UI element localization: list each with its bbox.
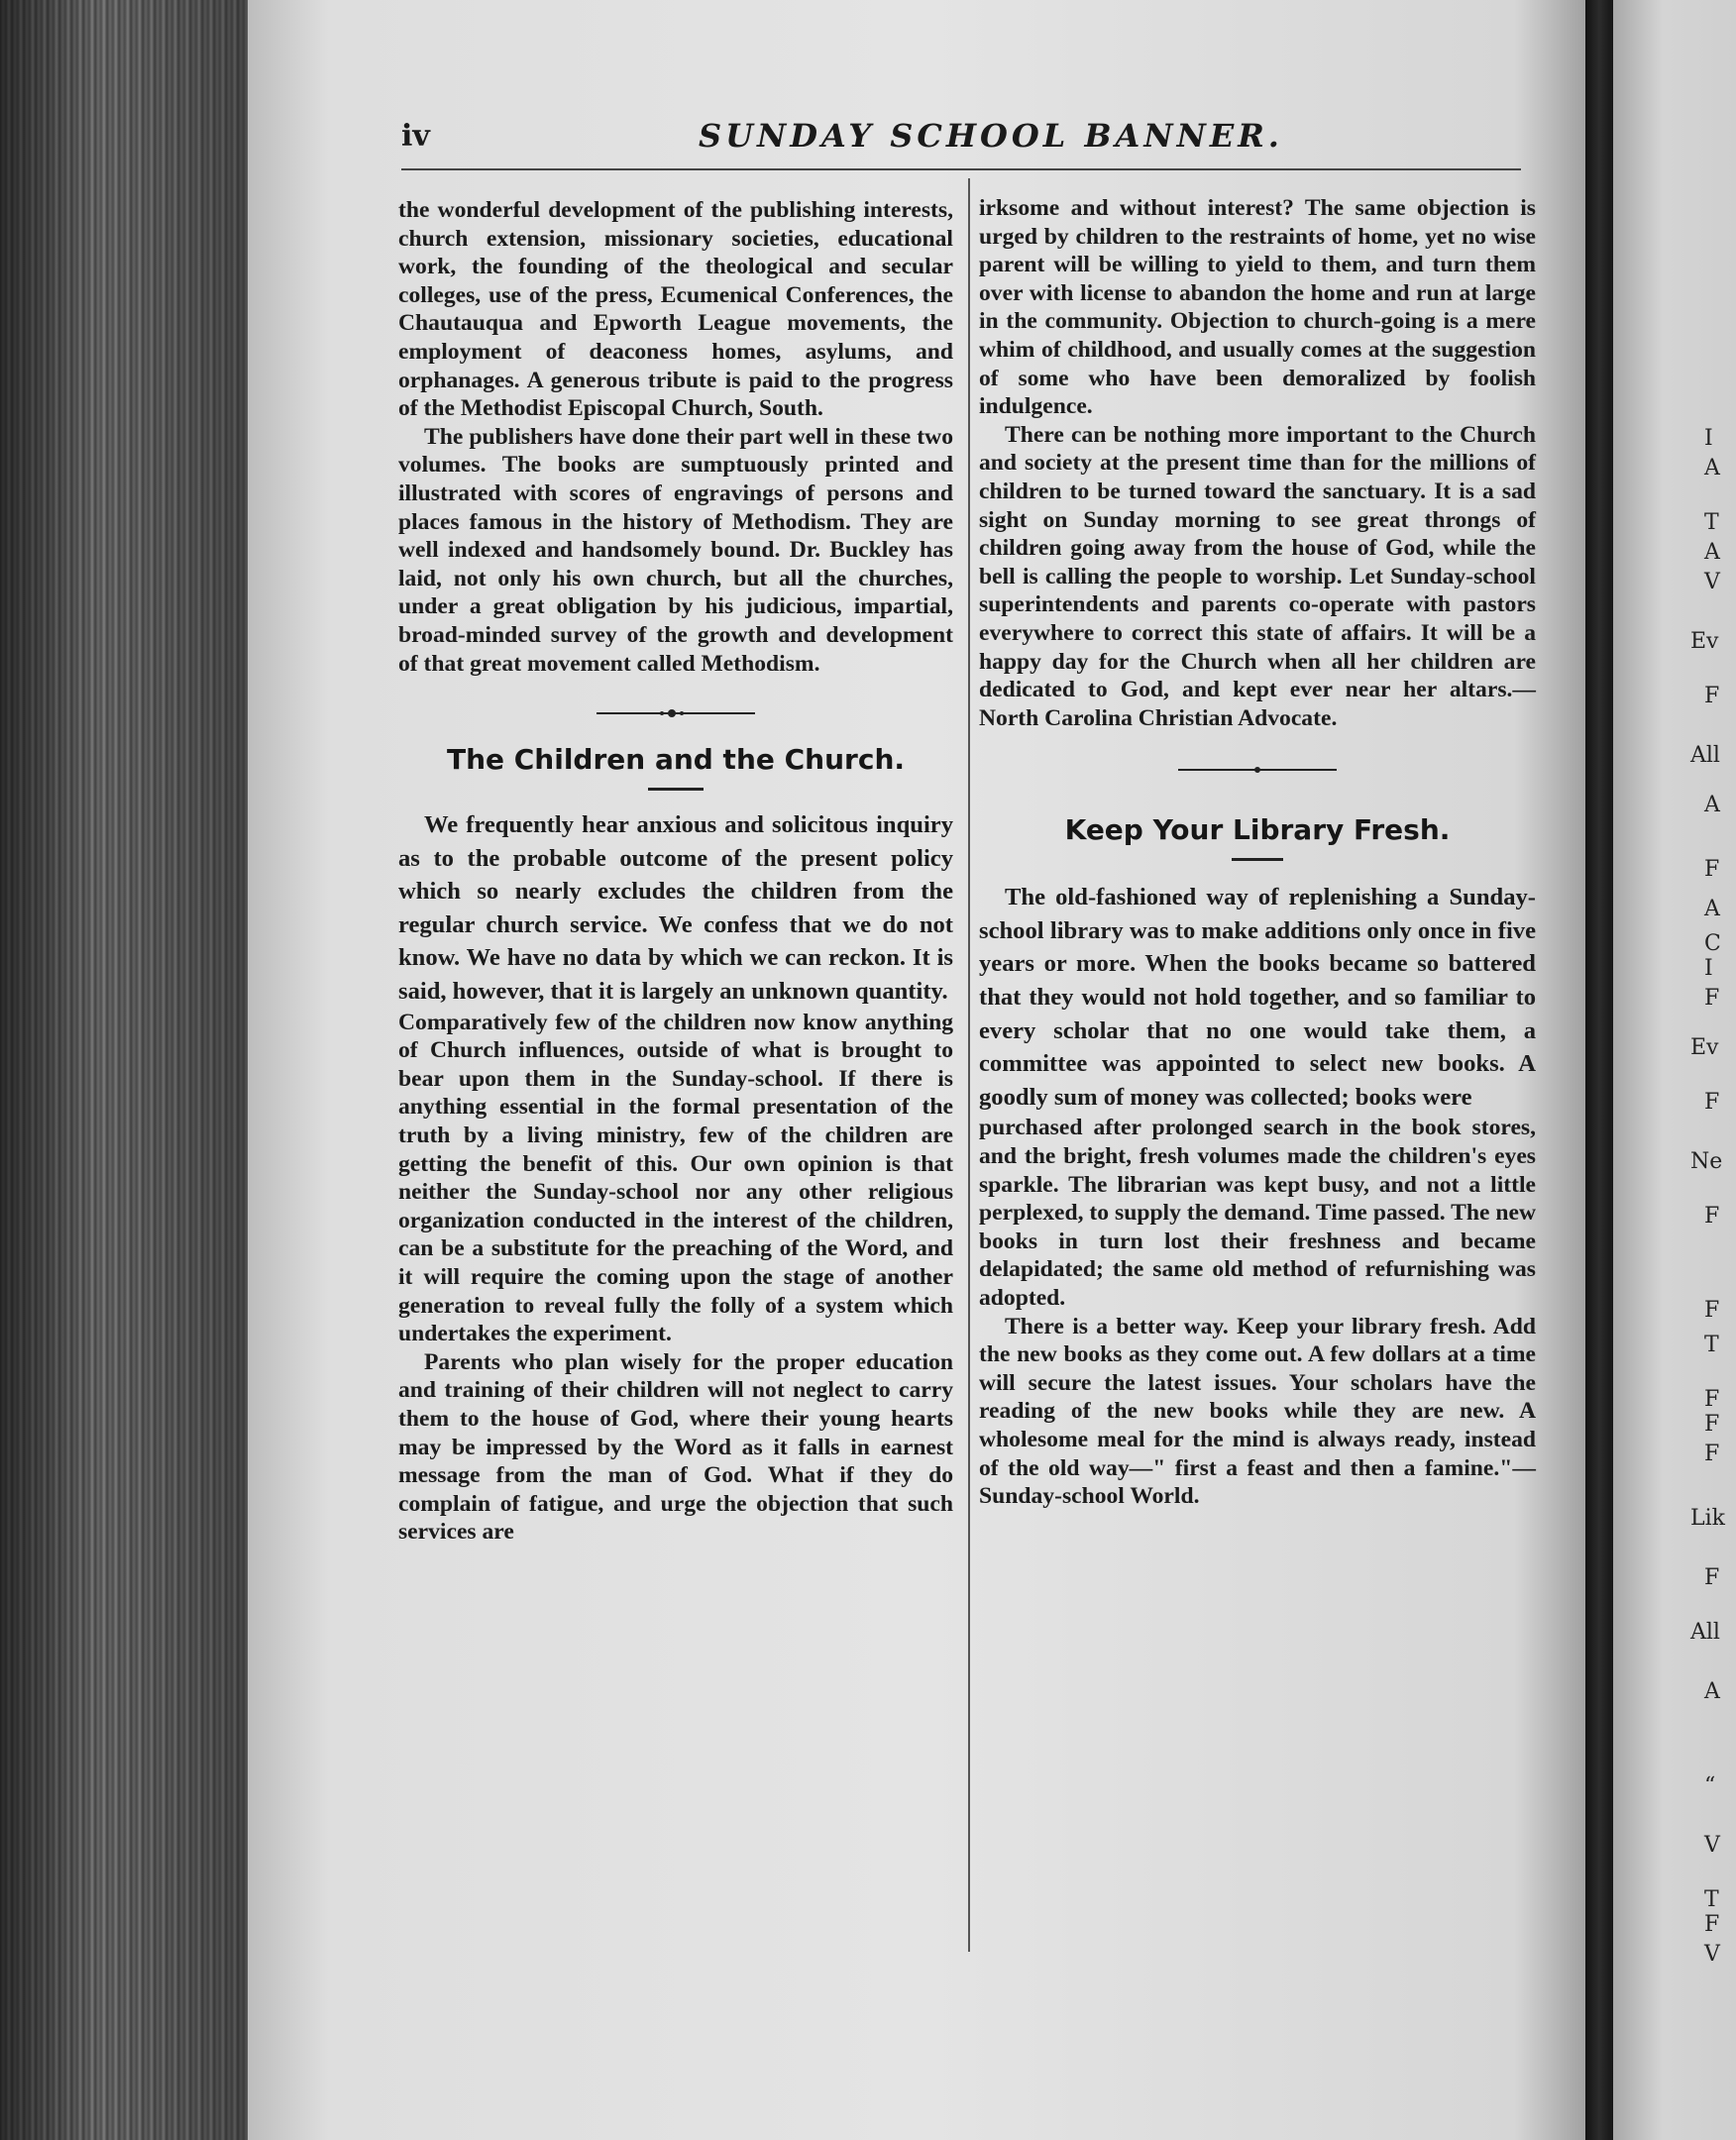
adjacent-page-fragment: A: [1704, 793, 1720, 817]
library-paragraph-1-cont: purchased after prolonged search in the book stores, and the bright, fresh volumes made the children's eyes sparkle. The librarian was kept busy, and not a little perplexed, to supply the demand. Time passed. The new books in turn lost their freshness and became delapidated; the same old method of refurnishing was adopted.: [979, 1115, 1536, 1311]
adjacent-page-fragment: Lik: [1690, 1506, 1725, 1531]
spine-shadow: [0, 0, 248, 2140]
adjacent-page-fragment: F: [1704, 1298, 1720, 1323]
adjacent-page-fragment: Ne: [1690, 1149, 1723, 1174]
continued-paragraph: the wonderful development of the publishing interests, church extension, missionary societies, educational work, the founding of the theological and secular colleges, use of the press, Ecumenical Conferences, the Chautauqua and Epworth League movements, the employment of deaconess homes, asylums, and orphanages. A generous tribute is paid to the progress of the Methodist Episcopal Church, South.: [398, 197, 953, 422]
adjacent-page-fragment: F: [1704, 1912, 1720, 1937]
left-column: [398, 196, 953, 1547]
adjacent-page-fragment: V: [1704, 1942, 1720, 1967]
children-church-paragraph-2: Parents who plan wisely for the proper education and training of their children will not neglect to carry them to the house of God, where their young hearts may be impressed by the Word as it falls in earnest message from the man of God. What if they do complain of fatigue, and urge the objection that such services are: [398, 1348, 953, 1546]
adjacent-page-fragment: T: [1704, 1333, 1719, 1357]
children-church-paragraph-1-cont: Comparatively few of the children now know anything of Church influences, outside of what is brought to bear upon them in the Sunday-school. If there is anything essential in the formal presentation of the truth by a living ministry, few of the children are getting the benefit of this. Our own opinion is that neither the Sunday-school nor any other religious organization conducted in the interest of the children, can be a substitute for the preaching of the Word, and it will require the coming upon the stage of another generation to reveal fully the folly of a system which undertakes the experiment.: [398, 1009, 953, 1347]
adjacent-page-fragment: V: [1704, 1833, 1720, 1858]
adjacent-page-fragment: Ev: [1690, 1035, 1719, 1060]
adjacent-page-fragment: I: [1704, 956, 1713, 981]
adjacent-page-fragment: C: [1704, 931, 1721, 956]
adjacent-page-fragment: F: [1704, 1387, 1720, 1412]
column-divider: [968, 178, 970, 1952]
adjacent-page-fragment: F: [1704, 1412, 1720, 1437]
running-head: [401, 117, 1521, 157]
adjacent-page-fragment: F: [1704, 986, 1720, 1011]
children-church-paragraph-1: We frequently hear anxious and solicitous inquiry as to the probable outcome of the present policy which so nearly excludes the children from the regular church service. We confess that we do not know. We have no data by which we can reckon. It is said, however, that it is largely an unknown quantity.: [398, 811, 953, 1006]
running-title: SUNDAY SCHOOL BANNER.: [699, 117, 1283, 155]
page-number: iv: [401, 119, 430, 154]
right-column: [979, 194, 1536, 1511]
adjacent-page-edge: [1613, 0, 1736, 2140]
title-underline-right: [1232, 858, 1283, 861]
library-paragraph-1: The old-fashioned way of replenishing a Sunday-school library was to make additions only once in five years or more. When the books became so battered that they would not hold together, and so familiar to every scholar that no one would take them, a committee was appointed to select new books. A goodly sum of money was collected; books were: [979, 884, 1536, 1111]
adjacent-page-fragment: F: [1704, 857, 1720, 882]
adjacent-page-fragment: F: [1704, 684, 1720, 708]
adjacent-page-fragment: V: [1704, 570, 1720, 594]
right-continued-paragraph: irksome and without interest? The same objection is urged by children to the restraints of home, yet no wise parent will be willing to yield to them, and turn them over with license to abandon the home and run at large in the community. Objection to church-going is a mere whim of childhood, and usually comes at the suggestion of some who have been demoralized by foolish indulgence.: [979, 195, 1536, 420]
adjacent-page-fragment: F: [1704, 1090, 1720, 1115]
adjacent-page-fragment: Ev: [1690, 629, 1719, 654]
binding-gutter: [1585, 0, 1613, 2140]
section-ornament-right: [1158, 760, 1356, 780]
adjacent-page-fragment: A: [1704, 456, 1720, 481]
adjacent-page-fragment: F: [1704, 1204, 1720, 1229]
article-title-children-church: The Children and the Church.: [446, 743, 906, 777]
adjacent-page-fragment: F: [1704, 1442, 1720, 1466]
adjacent-page-fragment: All: [1690, 743, 1720, 768]
library-paragraph-2: There is a better way. Keep your library fresh. Add the new books as they come out. A few dollars at a time will secure the latest issues. Your scholars have the reading of the new books while they are new. A wholesome meal for the mind is always ready, instead of the old way—" first a feast and then a famine."—Sunday-school World.: [979, 1313, 1536, 1510]
header-rule: [401, 168, 1521, 170]
adjacent-page-fragment: A: [1704, 540, 1720, 565]
adjacent-page-fragment: T: [1704, 510, 1719, 535]
adjacent-page-fragment: I: [1704, 426, 1713, 451]
right-closing-paragraph: There can be nothing more important to the Church and society at the present time than for the millions of children to be turned toward the sanctuary. It is a sad sight on Sunday morning to see great throngs of children going away from the house of God, while the bell is calling the people to worship. Let Sunday-school superintendents and parents co-operate with pastors everywhere to correct this state of affairs. It will be a happy day for the Church when all her children are dedicated to God, and kept ever near her altars.—North Carolina Christian Advocate.: [979, 421, 1536, 731]
adjacent-page-fragment: A: [1704, 897, 1720, 921]
adjacent-page-fragment: F: [1704, 1565, 1720, 1590]
article-title-library: Keep Your Library Fresh.: [1064, 813, 1451, 847]
adjacent-page-fragment: A: [1704, 1679, 1720, 1704]
adjacent-page-fragment: T: [1704, 1887, 1719, 1912]
title-underline: [648, 788, 704, 791]
publishers-paragraph: The publishers have done their part well in these two volumes. The books are sumptuously printed and illustrated with scores of engravings of persons and places famous in the history of Methodism. They are well indexed and handsomely bound. Dr. Buckley has laid, not only his own church, but all the churches, under a great obligation by his judicious, impartial, broad-minded survey of the growth and development of that great movement called Methodism.: [398, 423, 953, 677]
adjacent-page-fragment: All: [1690, 1620, 1720, 1645]
section-ornament: [577, 703, 775, 723]
adjacent-page-fragment: “: [1704, 1773, 1716, 1798]
